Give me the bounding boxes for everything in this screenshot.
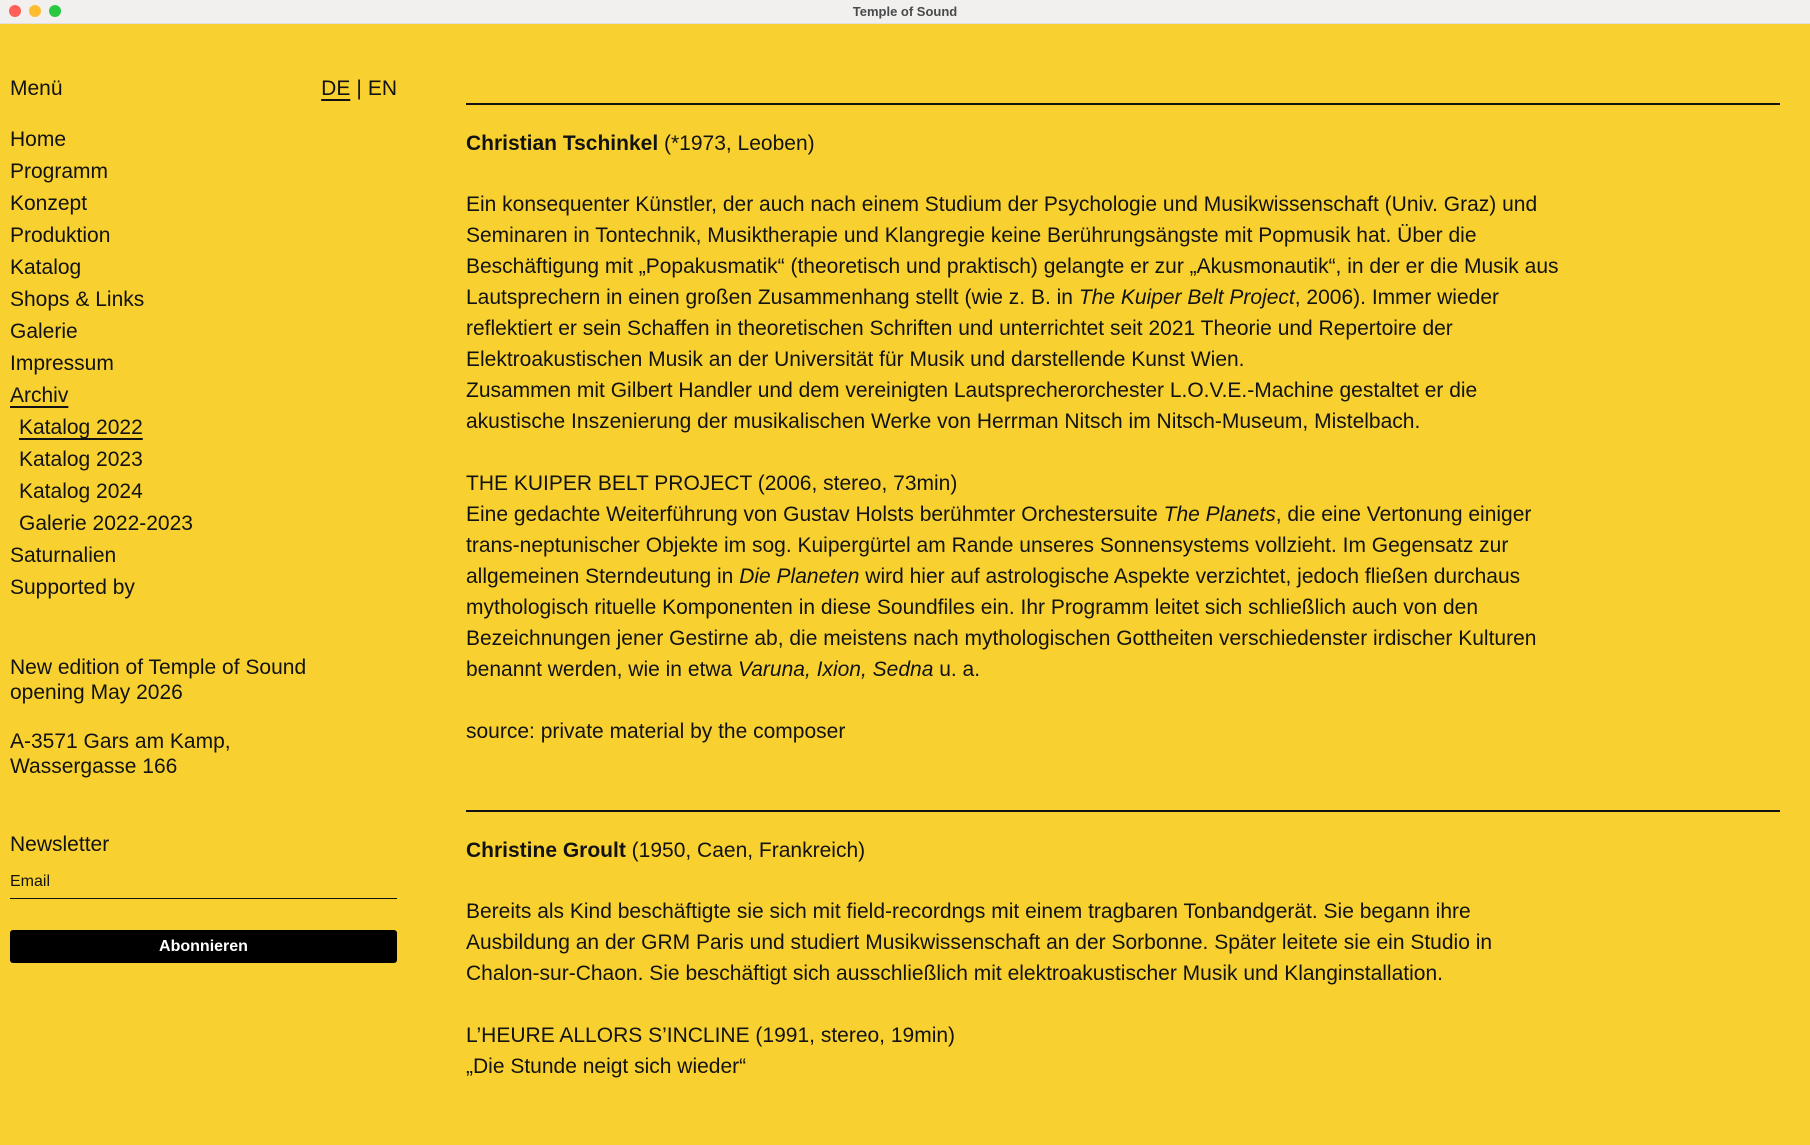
artist-meta: (*1973, Leoben) (658, 132, 815, 155)
language-separator: | (356, 77, 362, 100)
address-line-2: Wassergasse 166 (10, 755, 178, 778)
sidebar-item-katalog[interactable]: Katalog (10, 256, 82, 279)
sidebar-item-impressum[interactable]: Impressum (10, 352, 114, 375)
sidebar-item-konzept[interactable]: Konzept (10, 192, 88, 215)
work-title-italic: Varuna, Ixion, Sedna (738, 658, 934, 681)
text-segment: Zusammen mit Gilbert Handler und dem vereinigten Lautsprecherorchester L.O.V.E.-Machine gestaltet er die akustische Inszenierung der musikalischen Werke von Herrman Nitsch im Nitsch-Museum, Mistelbach. (466, 379, 1478, 433)
menu-toggle[interactable]: Menü (10, 77, 63, 100)
sidebar-top-row (10, 77, 397, 101)
artist-entry (466, 810, 1780, 1082)
sidebar-item-katalog-2023[interactable]: Katalog 2023 (19, 448, 143, 471)
artist-entry (466, 103, 1780, 747)
sidebar-item-galerie[interactable]: Galerie (10, 320, 78, 343)
text-segment: Bereits als Kind beschäftigte sie sich mit field-recordngs mit einem tragbaren Tonbandgerät. Sie begann ihre Ausbildung an der GRM Paris und studiert Musikwissenschaft an der Sorbonne. Später leitete sie ein Studio in Chalon-sur-Chaon. Sie beschäftigt sich ausschließlich mit elektroakustischer Musik und Klanginstallation. (466, 900, 1493, 985)
newsletter-section (10, 833, 397, 963)
text-segment: „Die Stunde neigt sich wieder“ (466, 1055, 747, 1078)
sidebar-item-katalog-2022[interactable]: Katalog 2022 (19, 416, 143, 439)
work-title-italic: The Kuiper Belt Project (1078, 286, 1295, 309)
sidebar-item-galerie-2022-2023[interactable]: Galerie 2022-2023 (19, 512, 193, 535)
window-controls (9, 5, 61, 17)
text-segment: u. a. (933, 658, 981, 681)
text-segment: Eine gedachte Weiterführung von Gustav Holsts berühmter Orchestersuite (466, 503, 1164, 526)
artist-heading (466, 132, 1780, 156)
article-paragraph (466, 716, 1571, 747)
main-content (466, 24, 1810, 1145)
work-title-italic: The Planets (1163, 503, 1276, 526)
article-paragraph (466, 468, 1571, 685)
sidebar-nav (10, 124, 397, 604)
announcement-text: New edition of Temple of Sound opening May 2026 (10, 656, 307, 704)
language-option-en[interactable]: EN (367, 77, 397, 100)
sidebar-item-saturnalien[interactable]: Saturnalien (10, 544, 117, 567)
text-segment: wird hier auf astrologische Aspekte verzichtet, jedoch fließen durchaus mythologisch rituelle Komponenten in diese Soundfiles ein. Ihr Programm leitet sich schließlich auch von den Bezeichnungen jener Gestirne ab, die meistens nach mythologischen Gottheiten verschiedenster irdischer Kulturen benannt werden, wie in etwa (466, 565, 1537, 681)
work-title-italic: Die Planeten (739, 565, 860, 588)
sidebar-item-produktion[interactable]: Produktion (10, 224, 111, 247)
text-segment: Ein konsequenter Künstler, der auch nach einem Studium der Psychologie und Musikwissenschaft (Univ. Graz) und Seminaren in Tontechnik, Musiktherapie und Klangregie keine Berührungsängste mit Popmusik hat. Über die Beschäftigung mit „Popakusmatik“ (theoretisch und praktisch) gelangte er zur „Akusmonautik“, in der er die Musik aus Lautsprechern in einen großen Zusammenhang stellt (wie z. B. in (466, 193, 1559, 309)
text-segment: , die eine Vertonung einiger trans-neptunischer Objekte im sog. Kuipergürtel am Rande unseres Sonnensystems vollzieht. Im Gegensatz zur allgemeinen Sterndeutung in (466, 503, 1532, 588)
window-zoom-button[interactable] (49, 5, 61, 17)
window-title: Temple of Sound (852, 4, 958, 19)
artist-meta: (1950, Caen, Frankreich) (625, 839, 866, 862)
text-segment: , 2006). Immer wieder reflektiert er sein Schaffen in theoretischen Schriften und unterrichtet seit 2021 Theorie und Repertoire der Elektroakustischen Musik an der Universität für Musik und darstellende Kunst Wien. (466, 286, 1500, 371)
sidebar-item-supported-by[interactable]: Supported by (10, 576, 135, 599)
address-line-1: A-3571 Gars am Kamp, (10, 730, 231, 753)
subscribe-button[interactable]: Abonnieren (10, 930, 397, 963)
artist-name: Christine Groult (466, 839, 626, 862)
article-paragraph (466, 189, 1571, 437)
window-minimize-button[interactable] (29, 5, 41, 17)
sidebar-item-katalog-2024[interactable]: Katalog 2024 (19, 480, 143, 503)
page (0, 24, 1810, 1145)
sidebar (0, 24, 466, 963)
text-segment: THE KUIPER BELT PROJECT (2006, stereo, 73min) (466, 472, 958, 495)
artist-heading (466, 839, 1780, 863)
newsletter-heading: Newsletter (10, 833, 110, 856)
language-switcher (321, 77, 397, 101)
sidebar-item-archiv[interactable]: Archiv (10, 384, 69, 407)
sidebar-item-programm[interactable]: Programm (10, 160, 109, 183)
text-segment: source: private material by the composer (466, 720, 846, 743)
window-close-button[interactable] (9, 5, 21, 17)
language-option-de[interactable]: DE (321, 77, 351, 100)
article-paragraph (466, 1020, 1571, 1082)
artist-name: Christian Tschinkel (466, 132, 659, 155)
sidebar-item-shops-links[interactable]: Shops & Links (10, 288, 145, 311)
email-input[interactable] (10, 873, 397, 899)
article-paragraph (466, 896, 1571, 989)
address (10, 729, 397, 779)
text-segment: L’HEURE ALLORS S’INCLINE (1991, stereo, 19min) (466, 1024, 956, 1047)
sidebar-item-home[interactable]: Home (10, 128, 67, 151)
window-titlebar (0, 0, 1810, 24)
